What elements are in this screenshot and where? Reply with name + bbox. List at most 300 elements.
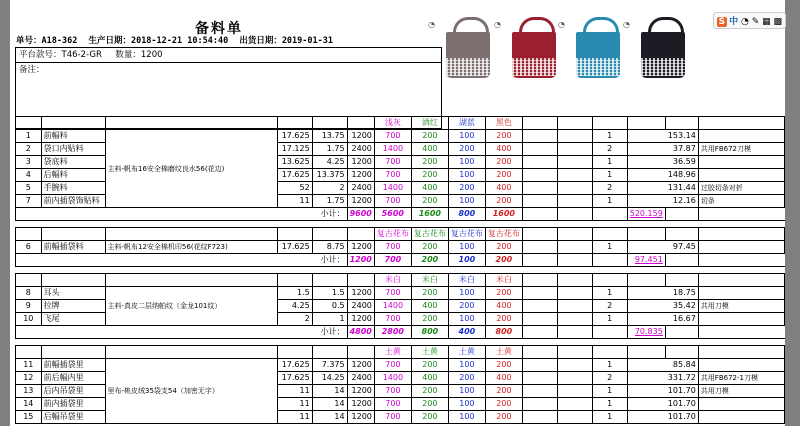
- pieces-per-set: 2: [592, 372, 627, 385]
- empty-cell: [592, 326, 627, 339]
- order-number: 单号：A18-362: [16, 36, 78, 46]
- color-header-row: [16, 117, 785, 130]
- color-qty-1: 700: [374, 241, 411, 254]
- empty-cell: [522, 130, 557, 143]
- empty-cell: [522, 287, 557, 300]
- subtotal-value: 800: [485, 326, 522, 339]
- note-text: 切条: [698, 195, 784, 208]
- color-qty-2: 200: [411, 130, 448, 143]
- part-name: 飞尾: [41, 313, 105, 326]
- empty-cell: [698, 346, 784, 359]
- length-value: 11: [277, 195, 312, 208]
- color-name-header: 复古花布: [374, 228, 411, 241]
- subtotal-label: 小计：: [16, 326, 348, 339]
- length-value: 17.625: [277, 241, 312, 254]
- note-text: [698, 411, 784, 424]
- empty-cell: [592, 208, 627, 221]
- color-qty-4: 200: [485, 130, 522, 143]
- empty-cell: [592, 228, 627, 241]
- color-qty-3: 100: [448, 287, 485, 300]
- width-value: 14: [312, 411, 347, 424]
- pieces-per-set: 1: [592, 241, 627, 254]
- empty-cell: [557, 208, 592, 221]
- row-number: 12: [16, 372, 42, 385]
- color-qty-2: 200: [411, 385, 448, 398]
- color-qty-1: 1400: [374, 300, 411, 313]
- color-qty-3: 100: [448, 359, 485, 372]
- empty-cell: [557, 228, 592, 241]
- width-value: 1.5: [312, 287, 347, 300]
- color-qty-1: 1400: [374, 372, 411, 385]
- empty-cell: [522, 169, 557, 182]
- color-qty-2: 200: [411, 359, 448, 372]
- empty-cell: [557, 326, 592, 339]
- material-spec: 主料-帆布16安全棉磨纹良水56(花边): [105, 130, 277, 208]
- quantity-value: 2400: [347, 372, 374, 385]
- subtotal-usage-cell: [627, 254, 665, 267]
- empty-cell: [557, 169, 592, 182]
- table-row: [16, 241, 785, 254]
- empty-cell: [592, 346, 627, 359]
- empty-cell: [522, 411, 557, 424]
- color-qty-2: 200: [411, 313, 448, 326]
- subtotal-usage-link[interactable]: 97.451: [634, 255, 663, 264]
- empty-cell: [592, 254, 627, 267]
- subtotal-value: 800: [448, 208, 485, 221]
- usage-value: 101.70: [627, 385, 698, 398]
- color-qty-1: 700: [374, 313, 411, 326]
- part-name: 前幅插袋里: [41, 359, 105, 372]
- subtotal-value: 200: [485, 254, 522, 267]
- empty-cell: [557, 398, 592, 411]
- color-qty-3: 200: [448, 143, 485, 156]
- quantity: 数量：1200: [115, 50, 163, 60]
- spacer-cell: [16, 339, 785, 346]
- color-name-header: 米白: [485, 274, 522, 287]
- usage-value: 331.72: [627, 372, 698, 385]
- empty-cell: [16, 346, 42, 359]
- quantity-value: 2400: [347, 300, 374, 313]
- length-value: 13.625: [277, 156, 312, 169]
- empty-cell: [105, 228, 277, 241]
- quantity-value: 1200: [347, 195, 374, 208]
- width-value: 1.75: [312, 143, 347, 156]
- platform-style: 平台款号：T46-2-GR: [19, 50, 102, 60]
- bag-image-red: [506, 14, 566, 78]
- subtotal-row: [16, 326, 785, 339]
- bag-image-blue: [570, 14, 630, 78]
- pieces-per-set: 1: [592, 156, 627, 169]
- quantity-value: 1200: [347, 313, 374, 326]
- language-toggle[interactable]: 中: [729, 17, 739, 27]
- width-value: 14: [312, 398, 347, 411]
- width-value: 14.25: [312, 372, 347, 385]
- empty-cell: [665, 326, 698, 339]
- empty-cell: [698, 228, 784, 241]
- spacer-cell: [16, 267, 785, 274]
- empty-cell: [627, 117, 665, 130]
- empty-cell: [557, 143, 592, 156]
- subtotal-value: 200: [411, 254, 448, 267]
- color-qty-2: 200: [411, 411, 448, 424]
- color-name-header: 土黄: [411, 346, 448, 359]
- usage-value: 101.70: [627, 398, 698, 411]
- empty-cell: [557, 156, 592, 169]
- empty-cell: [627, 228, 665, 241]
- empty-cell: [557, 254, 592, 267]
- empty-cell: [698, 117, 784, 130]
- empty-cell: [557, 313, 592, 326]
- length-value: 4.25: [277, 300, 312, 313]
- color-name-header: 湖蓝: [448, 117, 485, 130]
- usage-value: 153.14: [627, 130, 698, 143]
- empty-cell: [312, 346, 347, 359]
- empty-cell: [627, 274, 665, 287]
- color-qty-3: 100: [448, 241, 485, 254]
- pieces-per-set: 1: [592, 385, 627, 398]
- width-value: 1: [312, 313, 347, 326]
- empty-cell: [557, 359, 592, 372]
- ime-toolbar[interactable]: S 中 ◔ ✎ ▦ ▩: [713, 12, 786, 29]
- color-qty-2: 400: [411, 143, 448, 156]
- row-number: 10: [16, 313, 42, 326]
- row-number: 14: [16, 398, 42, 411]
- image-status-icon: ◔: [428, 20, 435, 29]
- bag-image-black: [635, 14, 695, 78]
- length-value: 17.625: [277, 169, 312, 182]
- quantity-value: 2400: [347, 143, 374, 156]
- part-name: 拉牌: [41, 300, 105, 313]
- pieces-per-set: 1: [592, 169, 627, 182]
- empty-cell: [522, 143, 557, 156]
- color-name-header: 复古花布: [411, 228, 448, 241]
- length-value: 17.125: [277, 143, 312, 156]
- length-value: 11: [277, 385, 312, 398]
- table-row: [16, 359, 785, 372]
- width-value: 1.75: [312, 195, 347, 208]
- subtotal-row: [16, 254, 785, 267]
- part-name: 手腕料: [41, 182, 105, 195]
- color-qty-2: 400: [411, 372, 448, 385]
- usage-value: 12.16: [627, 195, 698, 208]
- part-name: 前内插袋饰贴料: [41, 195, 105, 208]
- note-text: [698, 313, 784, 326]
- empty-cell: [665, 254, 698, 267]
- empty-cell: [557, 241, 592, 254]
- length-value: 52: [277, 182, 312, 195]
- empty-cell: [557, 287, 592, 300]
- sogou-logo-icon: S: [718, 17, 726, 27]
- empty-cell: [665, 274, 698, 287]
- subtotal-value: 100: [448, 254, 485, 267]
- color-qty-3: 100: [448, 398, 485, 411]
- empty-cell: [522, 385, 557, 398]
- length-value: 2: [277, 313, 312, 326]
- color-qty-3: 100: [448, 156, 485, 169]
- color-qty-2: 200: [411, 241, 448, 254]
- subtotal-label: 小计：: [16, 254, 348, 267]
- spacer-row: [16, 339, 785, 346]
- note-text: 共用刀模: [698, 300, 784, 313]
- empty-cell: [522, 195, 557, 208]
- empty-cell: [665, 208, 698, 221]
- pieces-per-set: 1: [592, 411, 627, 424]
- part-name: 袋底料: [41, 156, 105, 169]
- row-number: 13: [16, 385, 42, 398]
- subtotal-value: 2800: [374, 326, 411, 339]
- empty-cell: [557, 385, 592, 398]
- subtotal-value: 800: [411, 326, 448, 339]
- note-text: [698, 359, 784, 372]
- subtotal-value: 5600: [374, 208, 411, 221]
- subtotal-value: 700: [374, 254, 411, 267]
- color-qty-4: 200: [485, 287, 522, 300]
- empty-cell: [627, 346, 665, 359]
- part-name: 耳头: [41, 287, 105, 300]
- usage-value: 97.45: [627, 241, 698, 254]
- empty-cell: [522, 241, 557, 254]
- empty-cell: [557, 117, 592, 130]
- empty-cell: [347, 274, 374, 287]
- color-name-header: 土黄: [448, 346, 485, 359]
- color-qty-2: 200: [411, 169, 448, 182]
- empty-cell: [41, 346, 105, 359]
- empty-cell: [557, 195, 592, 208]
- row-number: 7: [16, 195, 42, 208]
- row-number: 2: [16, 143, 42, 156]
- width-value: 14: [312, 385, 347, 398]
- color-qty-4: 400: [485, 372, 522, 385]
- empty-cell: [522, 274, 557, 287]
- part-name: 前后幅内里: [41, 372, 105, 385]
- empty-cell: [557, 346, 592, 359]
- width-value: 0.5: [312, 300, 347, 313]
- color-qty-3: 100: [448, 411, 485, 424]
- production-date: 生产日期：2018-12-21 10:54:40: [88, 36, 229, 46]
- color-qty-4: 200: [485, 156, 522, 169]
- usage-value: 101.70: [627, 411, 698, 424]
- row-number: 5: [16, 182, 42, 195]
- pieces-per-set: 1: [592, 287, 627, 300]
- page-title: 备料单: [195, 21, 243, 37]
- empty-cell: [312, 117, 347, 130]
- empty-cell: [557, 300, 592, 313]
- subtotal-value: 400: [448, 326, 485, 339]
- part-name: 前幅插袋料: [41, 241, 105, 254]
- color-qty-3: 100: [448, 130, 485, 143]
- part-name: 前幅料: [41, 130, 105, 143]
- subtotal-usage-link[interactable]: 70.835: [634, 327, 663, 336]
- color-qty-1: 700: [374, 398, 411, 411]
- usage-value: 18.75: [627, 287, 698, 300]
- material-spec: 主料-帆布12安全棉机印56(花纹F723): [105, 241, 277, 254]
- quantity-value: 1200: [347, 130, 374, 143]
- empty-cell: [522, 359, 557, 372]
- row-number: 6: [16, 241, 42, 254]
- empty-cell: [557, 130, 592, 143]
- color-name-header: 土黄: [485, 346, 522, 359]
- color-qty-2: 200: [411, 156, 448, 169]
- color-name-header: 土黄: [374, 346, 411, 359]
- empty-cell: [41, 117, 105, 130]
- color-qty-2: 200: [411, 287, 448, 300]
- color-qty-4: 200: [485, 359, 522, 372]
- part-name: 前内插袋里: [41, 398, 105, 411]
- length-value: 17.625: [277, 359, 312, 372]
- row-number: 4: [16, 169, 42, 182]
- quantity-value: 1200: [347, 156, 374, 169]
- color-name-header: 米白: [448, 274, 485, 287]
- pieces-per-set: 1: [592, 359, 627, 372]
- note-text: 共用FB672-1刀模: [698, 372, 784, 385]
- color-header-row: [16, 274, 785, 287]
- color-qty-1: 700: [374, 287, 411, 300]
- empty-cell: [347, 228, 374, 241]
- usage-value: 35.42: [627, 300, 698, 313]
- usage-value: 37.87: [627, 143, 698, 156]
- color-qty-3: 100: [448, 195, 485, 208]
- empty-cell: [312, 274, 347, 287]
- pieces-per-set: 2: [592, 182, 627, 195]
- remark-row: 备注：: [19, 65, 45, 75]
- usage-value: 16.67: [627, 313, 698, 326]
- subtotal-label: 小计：: [16, 208, 348, 221]
- quantity-value: 2400: [347, 182, 374, 195]
- empty-cell: [347, 117, 374, 130]
- subtotal-value: 1600: [485, 208, 522, 221]
- empty-cell: [277, 228, 312, 241]
- color-qty-4: 200: [485, 411, 522, 424]
- empty-cell: [277, 346, 312, 359]
- quantity-value: 1200: [347, 385, 374, 398]
- empty-cell: [557, 372, 592, 385]
- length-value: 17.625: [277, 372, 312, 385]
- color-qty-4: 200: [485, 385, 522, 398]
- empty-cell: [105, 117, 277, 130]
- color-qty-3: 100: [448, 385, 485, 398]
- bag-image-gray: [440, 14, 500, 78]
- color-qty-4: 200: [485, 195, 522, 208]
- color-header-row: [16, 346, 785, 359]
- color-qty-2: 400: [411, 182, 448, 195]
- usage-value: 131.44: [627, 182, 698, 195]
- empty-cell: [16, 117, 42, 130]
- row-number: 8: [16, 287, 42, 300]
- subtotal-row: [16, 208, 785, 221]
- quantity-value: 1200: [347, 287, 374, 300]
- width-value: 13.375: [312, 169, 347, 182]
- quantity-value: 1200: [347, 411, 374, 424]
- empty-cell: [522, 398, 557, 411]
- usage-value: 85.84: [627, 359, 698, 372]
- width-value: 4.25: [312, 156, 347, 169]
- material-spec: 主料-真皮二层纳帕纹（金龙101纹）: [105, 287, 277, 326]
- pieces-per-set: 1: [592, 130, 627, 143]
- color-qty-1: 700: [374, 359, 411, 372]
- row-number: 11: [16, 359, 42, 372]
- empty-cell: [592, 274, 627, 287]
- spacer-row: [16, 267, 785, 274]
- color-name-header: 黑色: [485, 117, 522, 130]
- color-name-header: 米白: [374, 274, 411, 287]
- part-name: 袋口内贴料: [41, 143, 105, 156]
- spacer-row: [16, 221, 785, 228]
- empty-cell: [522, 156, 557, 169]
- image-status-icon: ◔: [494, 20, 501, 29]
- color-name-header: 浅灰: [374, 117, 411, 130]
- empty-cell: [665, 346, 698, 359]
- empty-cell: [41, 274, 105, 287]
- part-name: 后幅料: [41, 169, 105, 182]
- empty-cell: [522, 372, 557, 385]
- table-row: [16, 130, 785, 143]
- color-qty-1: 700: [374, 156, 411, 169]
- row-number: 9: [16, 300, 42, 313]
- row-number: 3: [16, 156, 42, 169]
- width-value: 2: [312, 182, 347, 195]
- color-qty-4: 200: [485, 313, 522, 326]
- color-qty-2: 400: [411, 300, 448, 313]
- row-number: 15: [16, 411, 42, 424]
- empty-cell: [522, 254, 557, 267]
- ship-date: 出货日期：2019-01-31: [239, 36, 333, 46]
- color-qty-4: 200: [485, 398, 522, 411]
- table-row: [16, 287, 785, 300]
- color-qty-3: 200: [448, 372, 485, 385]
- color-qty-1: 700: [374, 195, 411, 208]
- color-qty-1: 1400: [374, 182, 411, 195]
- note-text: [698, 130, 784, 143]
- pieces-per-set: 2: [592, 300, 627, 313]
- color-qty-4: 400: [485, 300, 522, 313]
- material-spec: 里布-桃皮绒35袋支54（加密无字）: [105, 359, 277, 424]
- note-text: 过胶切条对折: [698, 182, 784, 195]
- color-qty-2: 200: [411, 195, 448, 208]
- empty-cell: [522, 313, 557, 326]
- color-qty-1: 700: [374, 130, 411, 143]
- usage-value: 148.96: [627, 169, 698, 182]
- color-qty-1: 700: [374, 169, 411, 182]
- empty-cell: [105, 346, 277, 359]
- platform-row: [16, 48, 441, 63]
- color-qty-3: 200: [448, 300, 485, 313]
- color-qty-4: 400: [485, 143, 522, 156]
- pieces-per-set: 1: [592, 195, 627, 208]
- document-page: [10, 0, 785, 426]
- subtotal-usage-link[interactable]: 520.159: [629, 209, 663, 218]
- row-number: 1: [16, 130, 42, 143]
- note-text: [698, 169, 784, 182]
- width-value: 7.375: [312, 359, 347, 372]
- empty-cell: [698, 274, 784, 287]
- empty-cell: [277, 274, 312, 287]
- empty-cell: [277, 117, 312, 130]
- subtotal-value: 1200: [347, 254, 374, 267]
- pieces-per-set: 2: [592, 143, 627, 156]
- color-qty-1: 700: [374, 385, 411, 398]
- color-name-header: 复古花布: [485, 228, 522, 241]
- header-line: [16, 34, 339, 46]
- empty-cell: [522, 208, 557, 221]
- length-value: 1.5: [277, 287, 312, 300]
- empty-cell: [522, 346, 557, 359]
- color-qty-3: 200: [448, 182, 485, 195]
- quantity-value: 1200: [347, 398, 374, 411]
- note-text: [698, 287, 784, 300]
- color-qty-3: 100: [448, 313, 485, 326]
- empty-cell: [592, 117, 627, 130]
- empty-cell: [665, 228, 698, 241]
